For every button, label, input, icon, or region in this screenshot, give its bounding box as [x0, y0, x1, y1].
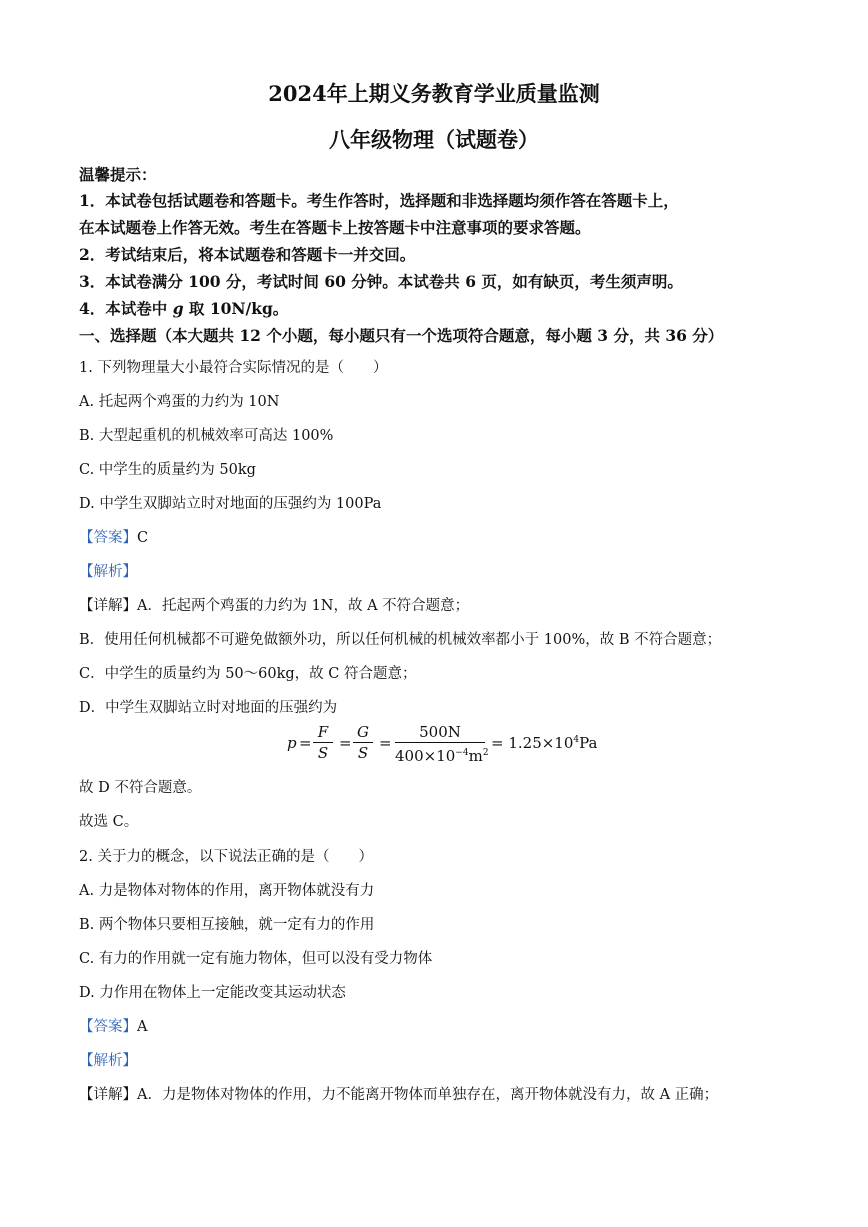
denominator-exponent: −4	[455, 748, 469, 758]
formula-eq-2: =	[339, 734, 352, 752]
formula-p: p	[287, 734, 297, 752]
fraction-f-over-s	[313, 722, 333, 763]
notice-item-3: 3．本试卷满分 100 分，考试时间 60 分钟。本试卷共 6 页，如有缺页，考生须声明。	[79, 272, 683, 291]
formula-numerator: 500N	[395, 722, 485, 743]
q1-detail-tag: 【详解】	[79, 598, 137, 614]
q1-final: 故选 C。	[79, 814, 139, 830]
q2-option-d: D. 力作用在物体上一定能改变其运动状态	[79, 985, 346, 1001]
q1-conclusion: 故 D 不符合题意。	[79, 780, 202, 796]
q1-answer-value: C	[137, 530, 149, 546]
q2-answer-value: A	[137, 1019, 148, 1035]
notice-item-4-var: g	[172, 299, 184, 318]
formula-denominator	[395, 743, 489, 766]
q1-detail-a-text: A．托起两个鸡蛋的力约为 1N，故 A 不符合题意；	[137, 598, 470, 614]
q2-detail-a	[79, 1083, 718, 1104]
q2-stem: 2. 关于力的概念，以下说法正确的是（ ）	[79, 849, 373, 865]
notice-item-4	[79, 297, 288, 319]
notice-item-1-line-2: 在本试题卷上作答无效。考生在答题卡上按答题卡中注意事项的要求答题。	[79, 218, 591, 237]
denominator-unit-exponent: 2	[482, 748, 489, 758]
q2-option-c: C. 有力的作用就一定有施力物体，但可以没有受力物体	[79, 951, 433, 967]
q1-option-a: A. 托起两个鸡蛋的力约为 10N	[79, 394, 280, 410]
exam-title: 2024年上期义务教育学业质量监测	[268, 81, 600, 106]
formula-eq-3: =	[379, 734, 392, 752]
q2-answer	[79, 1015, 147, 1036]
q1-detail-d: D．中学生双脚站立时对地面的压强约为	[79, 700, 338, 716]
q2-option-b: B. 两个物体只要相互接触，就一定有力的作用	[79, 917, 375, 933]
formula-f: F	[313, 722, 333, 743]
q1-option-d: D. 中学生双脚站立时对地面的压强约为 100Pa	[79, 496, 382, 512]
formula-eq-1: =	[299, 734, 312, 752]
q1-analysis-tag: 【解析】	[79, 564, 137, 580]
notice-heading: 温馨提示：	[79, 165, 157, 184]
q1-detail-c: C．中学生的质量约为 50～60kg，故 C 符合题意；	[79, 666, 417, 682]
fraction-g-over-s	[353, 722, 373, 763]
q1-stem: 1. 下列物理量大小最符合实际情况的是（ ）	[79, 360, 388, 376]
q1-detail-a	[79, 594, 469, 615]
q2-answer-tag: 【答案】	[79, 1019, 137, 1035]
section-1-heading: 一、选择题（本大题共 12 个小题，每小题只有一个选项符合题意，每小题 3 分，共 36 分）	[79, 326, 724, 345]
q1-option-b: B. 大型起重机的机械效率可高达 100%	[79, 428, 334, 444]
notice-item-4-suffix: 取 10N/kg。	[183, 299, 289, 318]
exam-subtitle: 八年级物理（试题卷）	[329, 127, 539, 152]
result-base: = 1.25×10	[491, 734, 574, 752]
result-unit: Pa	[579, 734, 598, 752]
q2-detail-tag: 【详解】	[79, 1087, 137, 1103]
result-exponent: 4	[573, 735, 580, 745]
q1-option-c: C. 中学生的质量约为 50kg	[79, 462, 256, 478]
q1-answer	[79, 526, 148, 547]
formula-s-1: S	[317, 744, 329, 762]
notice-item-2: 2．考试结束后，将本试题卷和答题卡一并交回。	[79, 245, 416, 264]
q2-analysis-tag: 【解析】	[79, 1053, 137, 1069]
q1-detail-b: B．使用任何机械都不可避免做额外功，所以任何机械的机械效率都小于 100%，故 B 不符合题意；	[79, 632, 722, 648]
q2-option-a: A. 力是物体对物体的作用，离开物体就没有力	[79, 883, 375, 899]
formula-g: G	[353, 722, 373, 743]
formula-s-2: S	[357, 744, 369, 762]
fraction-force-over-area	[395, 722, 489, 766]
denominator-unit: m	[468, 747, 483, 765]
denominator-base: 400×10	[395, 747, 456, 765]
notice-item-4-prefix: 4．本试卷中	[79, 299, 173, 318]
notice-item-1-line-1: 1．本试卷包括试题卷和答题卡。考生作答时，选择题和非选择题均须作答在答题卡上，	[79, 191, 679, 210]
q1-answer-tag: 【答案】	[79, 530, 137, 546]
formula-result	[491, 734, 598, 752]
q2-detail-a-text: A．力是物体对物体的作用，力不能离开物体而单独存在，离开物体就没有力，故 A 正确；	[137, 1087, 719, 1103]
